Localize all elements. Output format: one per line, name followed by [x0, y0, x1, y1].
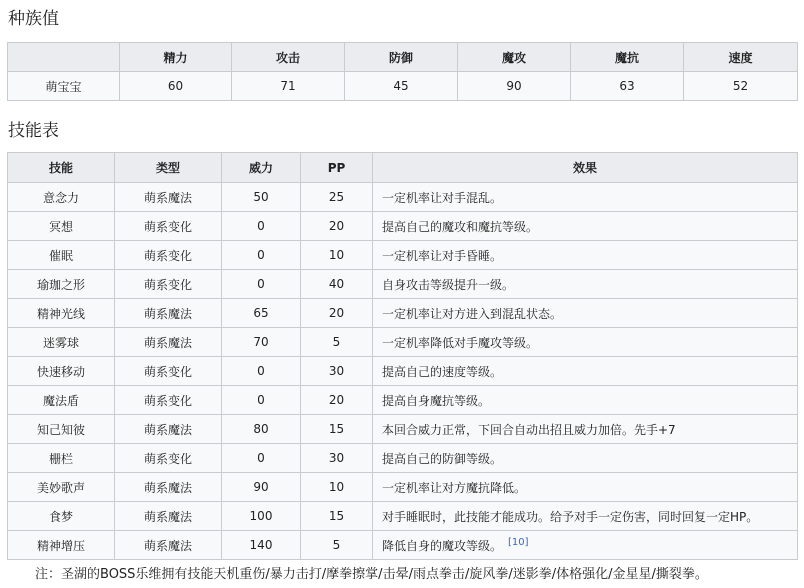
- skills-header-cell: 类型: [115, 153, 222, 183]
- skill-pp-cell: [301, 531, 373, 560]
- skill-name-text: 知己知彼: [36, 422, 85, 437]
- skill-power-text: 70: [253, 335, 269, 349]
- skill-power-text: 0: [257, 393, 265, 407]
- stats-cell: 63: [571, 72, 684, 101]
- citation-link[interactable]: [10]: [508, 536, 529, 548]
- skill-type-text: 萌系变化: [143, 277, 192, 292]
- stats-cell: 萌宝宝: [8, 72, 120, 101]
- skill-row: [8, 270, 798, 299]
- skill-type-cell: [115, 212, 222, 241]
- skill-name-cell: [8, 183, 115, 212]
- skill-effect-cell: [373, 270, 798, 299]
- skill-power-cell: [222, 328, 301, 357]
- stats-header-cell: 精力: [120, 43, 232, 72]
- skill-row: [8, 241, 798, 270]
- skill-power-cell: [222, 270, 301, 299]
- skill-power-text: 0: [257, 364, 265, 378]
- skill-pp-text: 5: [332, 538, 341, 552]
- skill-type-text: 萌系魔法: [143, 509, 192, 524]
- skill-name-text: 美妙歌声: [36, 480, 85, 495]
- stats-cell: 45: [345, 72, 458, 101]
- skill-effect-cell: [373, 444, 798, 473]
- skill-row: [8, 299, 798, 328]
- skills-table: [7, 152, 798, 560]
- skill-effect-text: 提高自身魔抗等级。: [382, 393, 491, 408]
- skill-name-cell: [8, 473, 115, 502]
- skill-pp-text: 15: [328, 422, 345, 436]
- skill-effect-text: 自身攻击等级提升一级。: [382, 277, 515, 292]
- skill-pp-text: 40: [328, 277, 345, 291]
- skill-pp-text: 30: [328, 364, 345, 378]
- skill-pp-text: 5: [332, 335, 341, 349]
- skill-effect-cell: [373, 328, 798, 357]
- skill-pp-text: 20: [328, 219, 345, 233]
- skill-type-text: 萌系魔法: [143, 480, 192, 495]
- skill-row: [8, 328, 798, 357]
- skill-power-cell: [222, 241, 301, 270]
- skill-power-text: 0: [257, 277, 265, 291]
- skill-type-text: 萌系魔法: [143, 190, 192, 205]
- skill-effect-text: 一定机率降低对手魔攻等级。: [382, 335, 539, 350]
- skill-power-cell: [222, 531, 301, 560]
- skill-pp-cell: [301, 212, 373, 241]
- skill-power-cell: [222, 386, 301, 415]
- skill-type-text: 萌系变化: [143, 451, 192, 466]
- skill-pp-cell: [301, 328, 373, 357]
- skill-name-text: 精神增压: [36, 538, 85, 553]
- stats-cell: 52: [684, 72, 798, 101]
- skill-effect-cell: [373, 473, 798, 502]
- skill-type-text: 萌系魔法: [143, 306, 192, 321]
- skill-pp-cell: [301, 444, 373, 473]
- skill-type-text: 萌系变化: [143, 393, 192, 408]
- skill-row: [8, 212, 798, 241]
- stats-cell: 60: [120, 72, 232, 101]
- skills-section-title: 技能表: [8, 121, 59, 141]
- skill-pp-cell: [301, 386, 373, 415]
- skill-effect-cell: [373, 386, 798, 415]
- skill-type-cell: [115, 270, 222, 299]
- skill-type-cell: [115, 328, 222, 357]
- skill-power-text: 50: [253, 190, 269, 204]
- skill-effect-cell: [373, 183, 798, 212]
- skill-row: [8, 183, 798, 212]
- skill-pp-cell: [301, 270, 373, 299]
- skill-effect-text: 降低自身的魔攻等级。: [382, 538, 503, 553]
- skill-type-cell: [115, 502, 222, 531]
- skill-power-text: 100: [249, 509, 273, 523]
- skill-type-text: 萌系变化: [143, 364, 192, 379]
- footnote: 注：圣湖的BOSS乐维拥有技能天机重伤/暴力击打/摩拳擦掌/击晕/雨点拳击/旋风拳/迷影拳/体格强化/金星星/撕裂拳。: [35, 567, 708, 582]
- skill-pp-text: 15: [328, 509, 345, 523]
- skill-row: [8, 386, 798, 415]
- stats-header-cell: 速度: [684, 43, 798, 72]
- skill-name-cell: [8, 299, 115, 328]
- skill-name-text: 精神光线: [36, 306, 85, 321]
- skill-pp-cell: [301, 415, 373, 444]
- skill-effect-cell: [373, 241, 798, 270]
- skill-pp-text: 10: [328, 248, 345, 262]
- skill-effect-cell: [373, 415, 798, 444]
- skill-power-text: 0: [257, 248, 265, 262]
- skill-name-cell: [8, 415, 115, 444]
- skills-header-row: [8, 153, 798, 183]
- stats-header-cell: 防御: [345, 43, 458, 72]
- skills-header-cell: 威力: [222, 153, 301, 183]
- skill-type-text: 萌系变化: [143, 219, 192, 234]
- skill-type-cell: [115, 183, 222, 212]
- skill-name-text: 催眠: [48, 248, 73, 263]
- skill-name-text: 食梦: [48, 509, 73, 524]
- skill-pp-cell: [301, 357, 373, 386]
- skill-row: [8, 444, 798, 473]
- skill-power-text: 80: [253, 422, 269, 436]
- skill-row: [8, 415, 798, 444]
- skill-pp-text: 20: [328, 306, 345, 320]
- skill-pp-cell: [301, 299, 373, 328]
- skill-pp-cell: [301, 183, 373, 212]
- skill-name-cell: [8, 328, 115, 357]
- skill-power-text: 0: [257, 451, 265, 465]
- skill-name-text: 快速移动: [36, 364, 85, 379]
- skill-name-text: 瑜珈之形: [36, 277, 85, 292]
- skills-header-cell: PP: [301, 153, 373, 183]
- skill-effect-text: 提高自己的速度等级。: [382, 364, 503, 379]
- skill-effect-text: 本回合威力正常，下回合自动出招且威力加倍。先手+7: [382, 422, 676, 437]
- skill-power-text: 90: [253, 480, 269, 494]
- skill-name-cell: [8, 444, 115, 473]
- skill-type-text: 萌系魔法: [143, 422, 192, 437]
- skill-row: [8, 531, 798, 560]
- skills-header-cell: 效果: [373, 153, 798, 183]
- skill-pp-text: 20: [328, 393, 345, 407]
- skills-header-cell: 技能: [8, 153, 115, 183]
- skill-type-cell: [115, 415, 222, 444]
- skill-effect-text: 提高自己的魔攻和魔抗等级。: [382, 219, 539, 234]
- stats-header-cell: 魔抗: [571, 43, 684, 72]
- skill-effect-text: 一定机率让对手混乱。: [382, 190, 503, 205]
- base-stats-table: [7, 42, 798, 101]
- skill-power-text: 0: [257, 219, 265, 233]
- skill-effect-cell: [373, 531, 798, 560]
- skill-power-cell: [222, 473, 301, 502]
- skill-power-cell: [222, 183, 301, 212]
- skill-pp-text: 30: [328, 451, 345, 465]
- skill-name-cell: [8, 270, 115, 299]
- skill-name-cell: [8, 241, 115, 270]
- skill-pp-cell: [301, 241, 373, 270]
- skill-name-cell: [8, 386, 115, 415]
- skill-effect-cell: [373, 212, 798, 241]
- skill-effect-cell: [373, 299, 798, 328]
- skill-effect-text: 一定机率让对手昏睡。: [382, 248, 503, 263]
- skill-name-cell: [8, 212, 115, 241]
- skill-effect-cell: [373, 502, 798, 531]
- stats-row: [8, 72, 798, 101]
- skill-name-cell: [8, 357, 115, 386]
- stats-cell: 71: [232, 72, 345, 101]
- skill-type-text: 萌系魔法: [143, 538, 192, 553]
- skill-power-cell: [222, 357, 301, 386]
- skill-pp-text: 25: [328, 190, 345, 204]
- skill-name-text: 迷雾球: [42, 335, 79, 350]
- skill-type-cell: [115, 357, 222, 386]
- skill-effect-cell: [373, 357, 798, 386]
- stats-header-cell: 魔攻: [458, 43, 571, 72]
- skill-pp-cell: [301, 473, 373, 502]
- skill-power-cell: [222, 444, 301, 473]
- skill-name-text: 栅栏: [48, 451, 73, 466]
- skill-name-text: 魔法盾: [42, 393, 79, 408]
- skill-power-cell: [222, 502, 301, 531]
- skill-effect-text: 对手睡眠时，此技能才能成功。给予对手一定伤害，同时回复一定HP。: [382, 509, 759, 524]
- skill-type-text: 萌系魔法: [143, 335, 192, 350]
- skill-power-text: 140: [249, 538, 273, 552]
- skill-power-cell: [222, 299, 301, 328]
- skill-type-cell: [115, 473, 222, 502]
- skill-power-text: 65: [253, 306, 269, 320]
- skill-row: [8, 502, 798, 531]
- skill-power-cell: [222, 415, 301, 444]
- stats-cell: 90: [458, 72, 571, 101]
- skill-type-cell: [115, 386, 222, 415]
- skill-effect-text: 提高自己的防御等级。: [382, 451, 503, 466]
- skill-name-text: 冥想: [48, 219, 73, 234]
- stats-section-title: 种族值: [8, 9, 59, 29]
- skill-name-cell: [8, 502, 115, 531]
- skill-name-cell: [8, 531, 115, 560]
- skill-type-cell: [115, 444, 222, 473]
- stats-header-cell: [8, 43, 120, 72]
- skill-pp-text: 10: [328, 480, 345, 494]
- skill-power-cell: [222, 212, 301, 241]
- skill-effect-text: 一定机率让对方进入到混乱状态。: [382, 306, 563, 321]
- skill-type-cell: [115, 299, 222, 328]
- stats-header-row: [8, 43, 798, 72]
- skill-type-text: 萌系变化: [143, 248, 192, 263]
- skill-type-cell: [115, 531, 222, 560]
- skill-effect-text: 一定机率让对方魔抗降低。: [382, 480, 527, 495]
- skill-row: [8, 473, 798, 502]
- stats-header-cell: 攻击: [232, 43, 345, 72]
- skill-row: [8, 357, 798, 386]
- skill-type-cell: [115, 241, 222, 270]
- skills-table-body: [8, 183, 798, 560]
- skill-pp-cell: [301, 502, 373, 531]
- skill-name-text: 意念力: [42, 190, 79, 205]
